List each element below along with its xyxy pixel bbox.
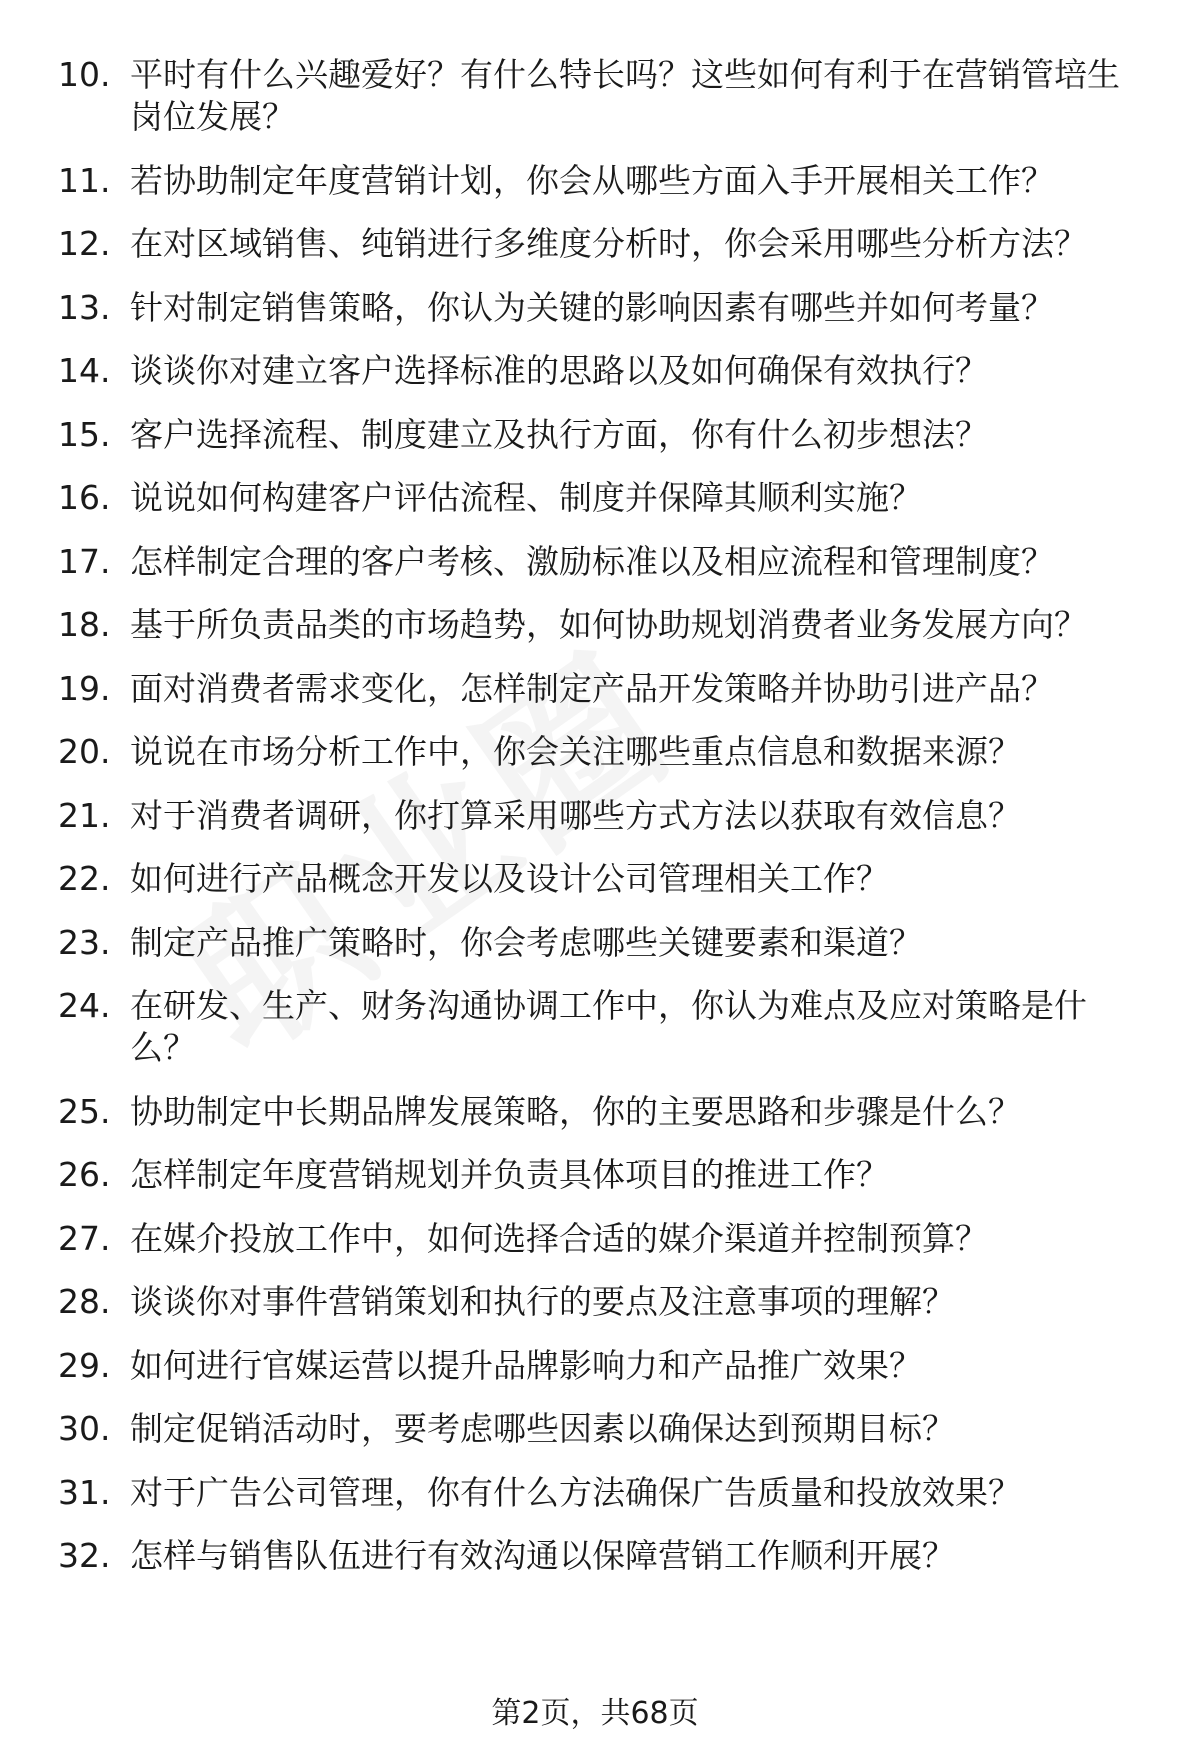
question-item <box>0 541 1190 583</box>
question-number: 26. <box>58 1155 111 1194</box>
question-text: 怎样制定合理的客户考核、激励标准以及相应流程和管理制度？ <box>130 541 1054 581</box>
question-item <box>0 1345 1190 1387</box>
question-item <box>0 477 1190 519</box>
question-number: 31. <box>58 1472 111 1512</box>
question-text: 针对制定销售策略，你认为关键的影响因素有哪些并如何考量？ <box>130 287 1054 327</box>
question-text: 说说在市场分析工作中，你会关注哪些重点信息和数据来源？ <box>130 732 1021 771</box>
question-item <box>0 1281 1190 1323</box>
question-text: 对于消费者调研，你打算采用哪些方式方法以获取有效信息？ <box>130 795 1021 835</box>
question-item <box>0 54 1190 138</box>
question-item <box>0 985 1190 1069</box>
question-text: 在研发、生产、财务沟通协调工作中，你认为难点及应对策略是什么？ <box>130 986 1087 1067</box>
question-number: 23. <box>58 922 111 962</box>
question-number: 14. <box>58 351 111 390</box>
question-number: 24. <box>58 986 111 1025</box>
question-number: 20. <box>58 732 111 771</box>
question-number: 12. <box>58 224 111 263</box>
question-item <box>0 350 1190 392</box>
question-number: 11. <box>58 160 111 200</box>
question-item <box>0 160 1190 202</box>
page-footer: 第2页，共68页 <box>491 1696 699 1731</box>
question-item <box>0 668 1190 710</box>
question-item <box>0 922 1190 964</box>
question-item <box>0 414 1190 456</box>
question-text: 在对区域销售、纯销进行多维度分析时，你会采用哪些分析方法？ <box>130 224 1087 263</box>
question-item <box>0 604 1190 646</box>
question-text: 基于所负责品类的市场趋势，如何协助规划消费者业务发展方向？ <box>130 605 1087 644</box>
question-text: 谈谈你对事件营销策划和执行的要点及注意事项的理解？ <box>130 1282 955 1321</box>
question-number: 32. <box>58 1536 111 1575</box>
question-text: 平时有什么兴趣爱好？有什么特长吗？这些如何有利于在营销管培生岗位发展？ <box>130 55 1120 136</box>
question-item <box>0 1535 1190 1577</box>
question-text: 对于广告公司管理，你有什么方法确保广告质量和投放效果？ <box>130 1472 1021 1512</box>
question-number: 15. <box>58 414 111 454</box>
question-text: 如何进行官媒运营以提升品牌影响力和产品推广效果？ <box>130 1345 922 1385</box>
question-text: 如何进行产品概念开发以及设计公司管理相关工作？ <box>130 859 889 898</box>
question-text: 说说如何构建客户评估流程、制度并保障其顺利实施？ <box>130 478 922 517</box>
question-text: 客户选择流程、制度建立及执行方面，你有什么初步想法？ <box>130 414 988 454</box>
question-number: 22. <box>58 859 111 898</box>
question-item <box>0 1154 1190 1196</box>
question-item <box>0 795 1190 837</box>
question-number: 18. <box>58 605 111 644</box>
question-item <box>0 1408 1190 1450</box>
question-text: 若协助制定年度营销计划，你会从哪些方面入手开展相关工作？ <box>130 160 1054 200</box>
question-item <box>0 287 1190 329</box>
question-list <box>0 54 1190 1599</box>
question-text: 协助制定中长期品牌发展策略，你的主要思路和步骤是什么？ <box>130 1091 1021 1131</box>
question-text: 谈谈你对建立客户选择标准的思路以及如何确保有效执行？ <box>130 351 988 390</box>
question-item <box>0 1218 1190 1260</box>
question-item <box>0 1472 1190 1514</box>
question-number: 21. <box>58 795 111 835</box>
question-item <box>0 858 1190 900</box>
question-number: 13. <box>58 287 111 327</box>
question-text: 怎样与销售队伍进行有效沟通以保障营销工作顺利开展？ <box>130 1536 955 1575</box>
question-text: 制定促销活动时，要考虑哪些因素以确保达到预期目标？ <box>130 1409 955 1448</box>
question-text: 在媒介投放工作中，如何选择合适的媒介渠道并控制预算？ <box>130 1218 988 1258</box>
question-text: 面对消费者需求变化，怎样制定产品开发策略并协助引进产品？ <box>130 668 1054 708</box>
question-number: 30. <box>58 1409 111 1448</box>
question-number: 10. <box>58 55 111 94</box>
question-item <box>0 223 1190 265</box>
question-number: 19. <box>58 668 111 708</box>
question-item <box>0 1091 1190 1133</box>
question-text: 怎样制定年度营销规划并负责具体项目的推进工作？ <box>130 1155 889 1194</box>
question-item <box>0 731 1190 773</box>
question-number: 29. <box>58 1345 111 1385</box>
question-number: 25. <box>58 1091 111 1131</box>
question-text: 制定产品推广策略时，你会考虑哪些关键要素和渠道？ <box>130 922 922 962</box>
question-number: 17. <box>58 541 111 581</box>
question-number: 27. <box>58 1218 111 1258</box>
question-number: 28. <box>58 1282 111 1321</box>
question-number: 16. <box>58 478 111 517</box>
